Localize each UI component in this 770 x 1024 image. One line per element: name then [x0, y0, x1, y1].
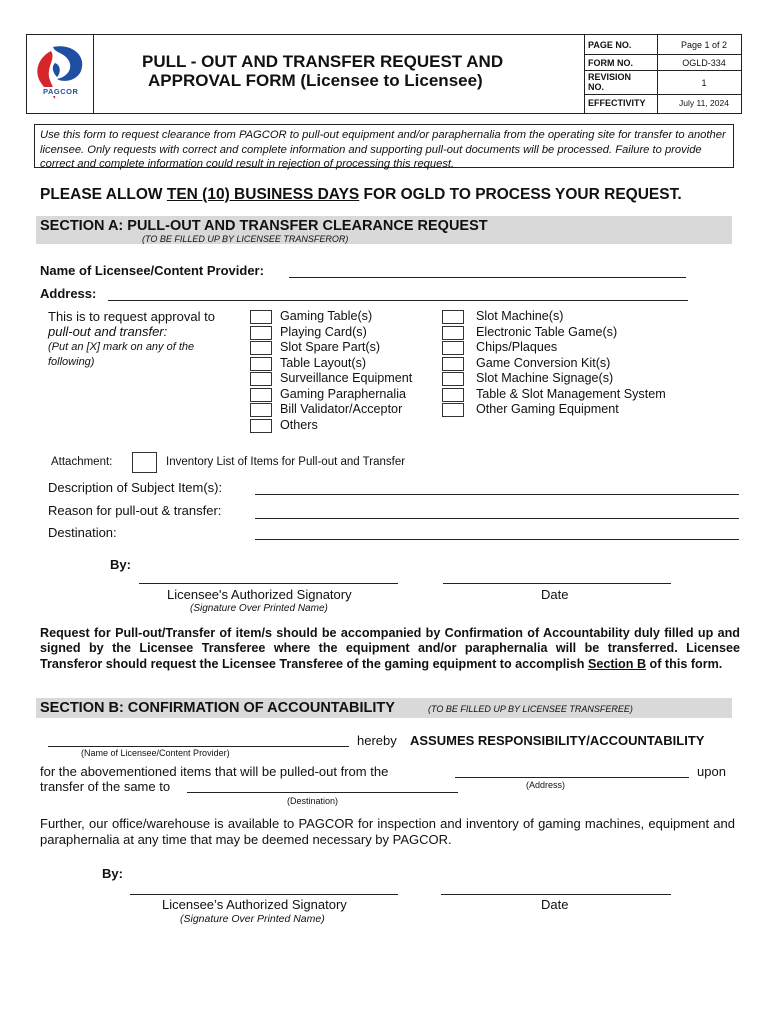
option-checkbox[interactable] [442, 357, 464, 371]
further-text: Further, our office/warehouse is available to PAGCOR for inspection and inventory of gaming machines, equipment and paraphernalia at any time that may be deemed necessary by PAGCOR. [40, 816, 735, 847]
option-label: Playing Card(s) [280, 324, 367, 339]
assumes-text: ASSUMES RESPONSIBILITY/ACCOUNTABILITY [410, 733, 705, 748]
form-no-label: FORM NO. [588, 58, 633, 68]
section-b-subtitle: (TO BE FILLED UP BY LICENSEE TRANSFEREE) [428, 704, 633, 714]
description-label: Description of Subject Item(s): [48, 480, 223, 495]
signature-field-b[interactable] [130, 894, 398, 895]
option-label: Gaming Paraphernalia [280, 386, 407, 401]
destination-field[interactable] [255, 539, 739, 540]
attachment-label: Attachment: [51, 456, 113, 468]
description-field[interactable] [255, 494, 739, 495]
address-field[interactable] [108, 300, 688, 301]
notice-pre: PLEASE ALLOW [40, 186, 167, 203]
effectivity-label: EFFECTIVITY [588, 98, 646, 108]
option-checkbox[interactable] [442, 372, 464, 386]
divider [584, 54, 741, 55]
request-note [40, 626, 740, 672]
option-checkbox[interactable] [250, 419, 272, 433]
option-label: Slot Machine(s) [476, 309, 564, 323]
option-label: Table Layout(s) [280, 355, 367, 370]
upon-text: upon [697, 764, 726, 779]
request-note-end: of this form. [646, 656, 723, 671]
attachment-checkbox[interactable] [132, 452, 157, 473]
form-no-value: OGLD-334 [682, 58, 726, 68]
option-label: Table & Slot Management System [476, 386, 666, 401]
signatory-label-b: Licensee’s Authorized Signatory [162, 897, 347, 912]
request-text-line1: This is to request approval to [48, 309, 215, 324]
address-label: Address: [40, 286, 97, 301]
hereby-text: hereby [357, 733, 397, 748]
page-no-value: Page 1 of 2 [680, 40, 728, 50]
option-checkbox[interactable] [250, 357, 272, 371]
destination-caption: (Destination) [287, 796, 339, 806]
option-label: Slot Spare Part(s) [280, 340, 381, 354]
logo-text: PAGCOR [43, 87, 79, 96]
page-no-label: PAGE NO. [588, 40, 632, 50]
date-label-b: Date [541, 897, 569, 912]
signatory-label-a: Licensee's Authorized Signatory [167, 587, 352, 602]
option-label: Slot Machine Signage(s) [476, 371, 614, 385]
request-text-line2: pull-out and transfer: [48, 324, 168, 339]
option-label: Other Gaming Equipment [476, 402, 619, 416]
request-note-line2: following) [48, 356, 95, 368]
option-label: Others [280, 417, 318, 432]
divider [584, 94, 741, 95]
request-note-text: Request for Pull-out/Transfer of item/s should be accompanied by Confirmation of Accountability duly filled up and signed by the Licensee Transferee where the equipment and/or paraphernalia will be transferred. Licensee Transferor should request the Licensee Transferee of the gaming equipment to accomplish [40, 626, 740, 671]
option-checkbox[interactable] [442, 403, 464, 417]
transfer-text: transfer of the same to [40, 779, 171, 794]
option-checkbox[interactable] [250, 372, 272, 386]
reason-field[interactable] [255, 518, 739, 519]
section-b-title: SECTION B: CONFIRMATION OF ACCOUNTABILITY [40, 700, 395, 716]
name-caption: (Name of Licensee/Content Provider) [81, 748, 230, 758]
effectivity-value: July 11, 2024 [679, 98, 729, 108]
form-title-line2: APPROVAL FORM (Licensee to Licensee) [148, 71, 483, 90]
revision-value: 1 [701, 78, 707, 88]
option-label: Surveillance Equipment [280, 371, 413, 385]
attachment-item: Inventory List of Items for Pull-out and Transfer [166, 456, 406, 468]
date-field-a[interactable] [443, 583, 671, 584]
by-label-b: By: [102, 866, 123, 881]
signatory-note-a: (Signature Over Printed Name) [190, 603, 328, 614]
processing-notice [40, 186, 682, 204]
transfer-destination-field[interactable] [187, 792, 458, 793]
option-checkbox[interactable] [250, 341, 272, 355]
destination-label: Destination: [48, 525, 117, 540]
date-label-a: Date [541, 587, 569, 602]
option-checkbox[interactable] [442, 310, 464, 324]
section-a-title: SECTION A: PULL-OUT AND TRANSFER CLEARANCE REQUEST [40, 218, 488, 234]
option-label: Electronic Table Game(s) [476, 324, 618, 339]
intro-instructions: Use this form to request clearance from PAGCOR to pull-out equipment and/or paraphernalia from the operating site for transfer to another licensee. Only requests with correct and complete information and supporting pull-out documents will be processed. Failure to provide correct and complete information could result in rejection of processing this request. [34, 124, 734, 168]
form-header [26, 34, 742, 114]
notice-emphasis: TEN (10) BUSINESS DAYS [166, 186, 360, 203]
divider [93, 35, 94, 113]
option-label: Game Conversion Kit(s) [476, 355, 611, 370]
section-b-reference: Section B [587, 656, 647, 671]
option-checkbox[interactable] [250, 310, 272, 324]
licensee-name-field[interactable] [289, 277, 686, 278]
option-label: Chips/Plaques [476, 340, 558, 354]
option-checkbox[interactable] [250, 403, 272, 417]
pull-out-address-field[interactable] [455, 777, 689, 778]
section-a-subtitle: (TO BE FILLED UP BY LICENSEE TRANSFEROR) [142, 234, 349, 244]
option-label: Bill Validator/Acceptor [280, 402, 403, 416]
section-b-header [36, 698, 732, 718]
request-note-line1: (Put an [X] mark on any of the [48, 341, 195, 353]
licensee-name-label: Name of Licensee/Content Provider: [40, 263, 264, 278]
address-caption: (Address) [526, 780, 566, 790]
option-checkbox[interactable] [250, 388, 272, 402]
form-title-line1: PULL - OUT AND TRANSFER REQUEST AND [142, 52, 504, 71]
pull-out-text: for the abovementioned items that will be pulled-out from the [40, 764, 389, 779]
by-label-a: By: [110, 557, 131, 572]
transferee-name-field[interactable] [48, 746, 349, 747]
divider [584, 70, 741, 71]
signature-field-a[interactable] [139, 583, 398, 584]
reason-label: Reason for pull-out & transfer: [48, 503, 222, 518]
section-a-header [36, 216, 732, 244]
option-checkbox[interactable] [442, 326, 464, 340]
signatory-note-b: (Signature Over Printed Name) [180, 913, 325, 925]
option-checkbox[interactable] [442, 341, 464, 355]
date-field-b[interactable] [441, 894, 671, 895]
divider [657, 35, 658, 113]
option-checkbox[interactable] [250, 326, 272, 340]
pagcor-logo [31, 41, 91, 107]
notice-post: FOR OGLD TO PROCESS YOUR REQUEST. [359, 186, 682, 203]
option-label: Gaming Table(s) [280, 309, 373, 323]
revision-label: REVISION NO. [588, 72, 632, 92]
option-checkbox[interactable] [442, 388, 464, 402]
